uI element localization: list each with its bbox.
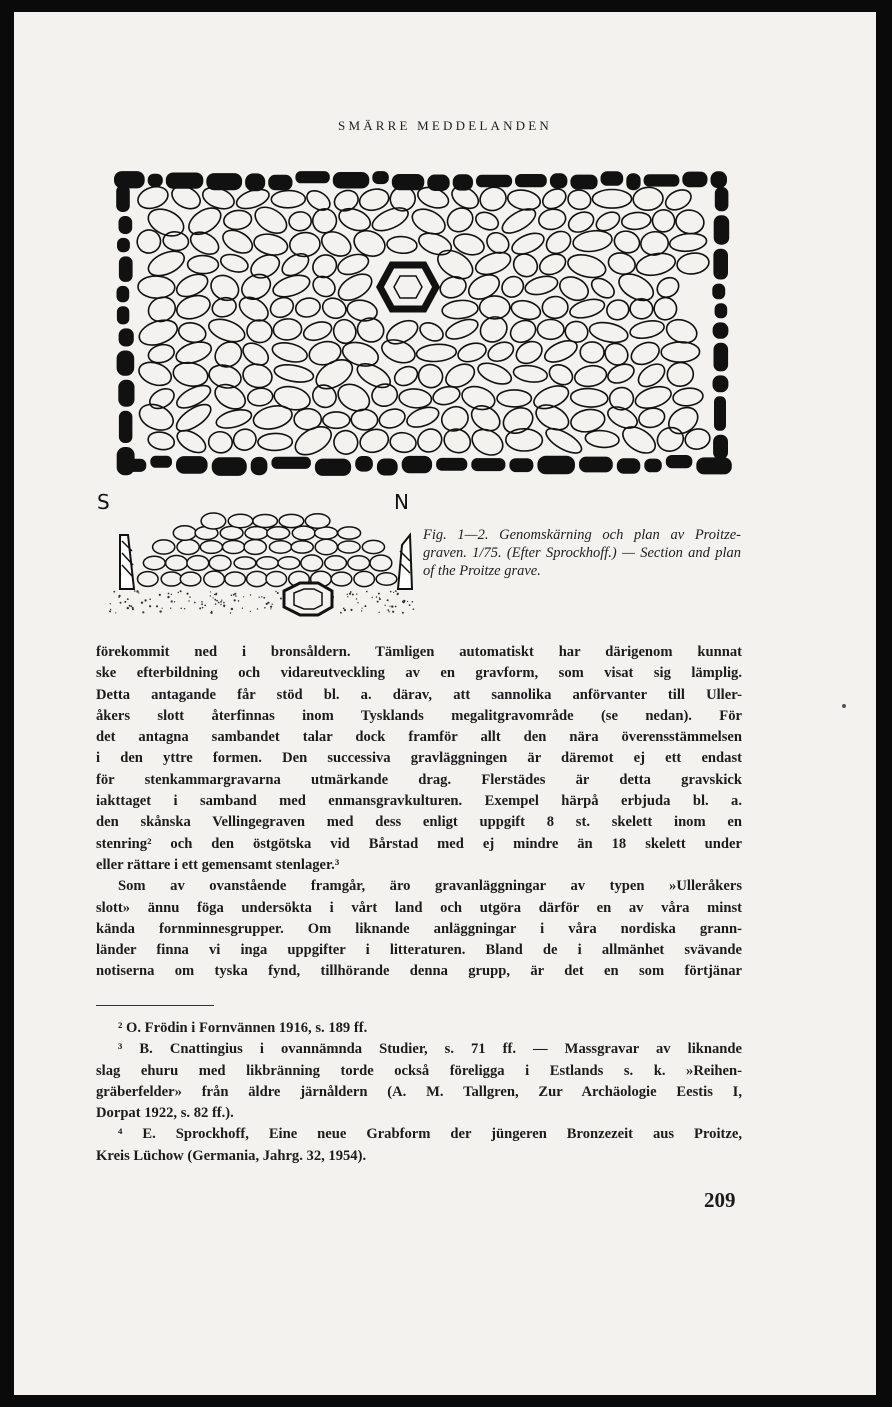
footnotes [96, 1018, 742, 1167]
book-page [14, 12, 876, 1395]
body-text [96, 642, 742, 983]
body-line: notiserna om tyska fynd, tillhörande denna grupp, är det en som förtjänar [96, 963, 742, 980]
body-line: Detta antagande får stöd bl. a. därav, att sannolika anförvanter till Uller- [96, 686, 742, 703]
body-line: kända fornminnesgrupper. Om liknande anläggningar i våra nordiska grann- [96, 920, 742, 937]
body-line: iakttaget i samband med enmansgravkulturen. Exempel härpå erbjuda bl. a. [96, 793, 742, 810]
footnote-line: gräberfelder» från äldre järnåldern (A. M. Tallgren, Zur Archäologie Eestis I, [96, 1083, 742, 1100]
body-line: åkers slott återfinnas inom Tysklands megalitgravområde (se nedan). För [96, 707, 742, 724]
body-line: ske efterbildning och vidareutveckling av en gravform, som visat sig lämplig. [96, 665, 742, 682]
footnote-line: ² O. Frödin i Fornvännen 1916, s. 189 ff. [118, 1020, 368, 1036]
body-line: i den yttre formen. Den successiva gravläggningen är däremot ej ett endast [96, 750, 742, 767]
footnote-line: slag ehuru med likbränning torde också föreligga i Estlands s. k. »Reihen- [96, 1062, 742, 1079]
body-line: eller rättare i ett gemensamt stenlager.³ [96, 856, 340, 873]
footnote-line: Kreis Lüchow (Germania, Jahrg. 32, 1954). [96, 1147, 367, 1164]
north-label: N [394, 490, 409, 514]
footnote-divider [96, 1005, 214, 1006]
body-line: slott» ännu föga undersökta i vårt land och utgöra därför en av våra minst [96, 899, 742, 916]
south-label: S [97, 490, 110, 514]
figure-caption: Fig. 1—2. Genomskärning och plan av Proitze-graven. 1/75. (Efter Sprockhoff.) — Section and plan of the Proitze grave. [423, 527, 741, 579]
footnote-line: ⁴ E. Sprockhoff, Eine neue Grabform der jüngeren Bronzezeit aus Proitze, [118, 1126, 742, 1143]
body-line: för stenkammargravarna utmärkande drag. Flerstädes är detta gravskick [96, 771, 742, 788]
body-line: stenring² och den östgötska vid Bårstad med ej mindre än 18 skelett under [96, 835, 742, 852]
body-line: Som av ovanstående framgår, äro gravanläggningar av typen »Ulleråkers [118, 878, 742, 895]
body-line: länder finna vi inga uppgifter i litteraturen. Bland de i allmänhet svävande [96, 942, 742, 959]
grave-plan-drawing [108, 167, 732, 479]
body-line: förekommit ned i bronsåldern. Tämligen automatiskt har därigenom kunnat [96, 644, 742, 660]
body-line: den skånska Vellingegraven med dess enligt uppgift 8 st. skelett inom en [96, 814, 742, 831]
body-line: det antagna sambandet talar dock framför allt den nära överensstämmelsen [96, 729, 742, 746]
footnote-line: Dorpat 1922, s. 82 ff.). [96, 1105, 234, 1122]
paper-speck [842, 704, 846, 708]
grave-section-drawing [106, 505, 422, 617]
page-number: 209 [704, 1188, 736, 1212]
running-header: SMÄRRE MEDDELANDEN [338, 118, 552, 133]
footnote-line: ³ B. Cnattingius i ovannämnda Studier, s. 71 ff. — Massgravar av liknande [118, 1041, 742, 1058]
